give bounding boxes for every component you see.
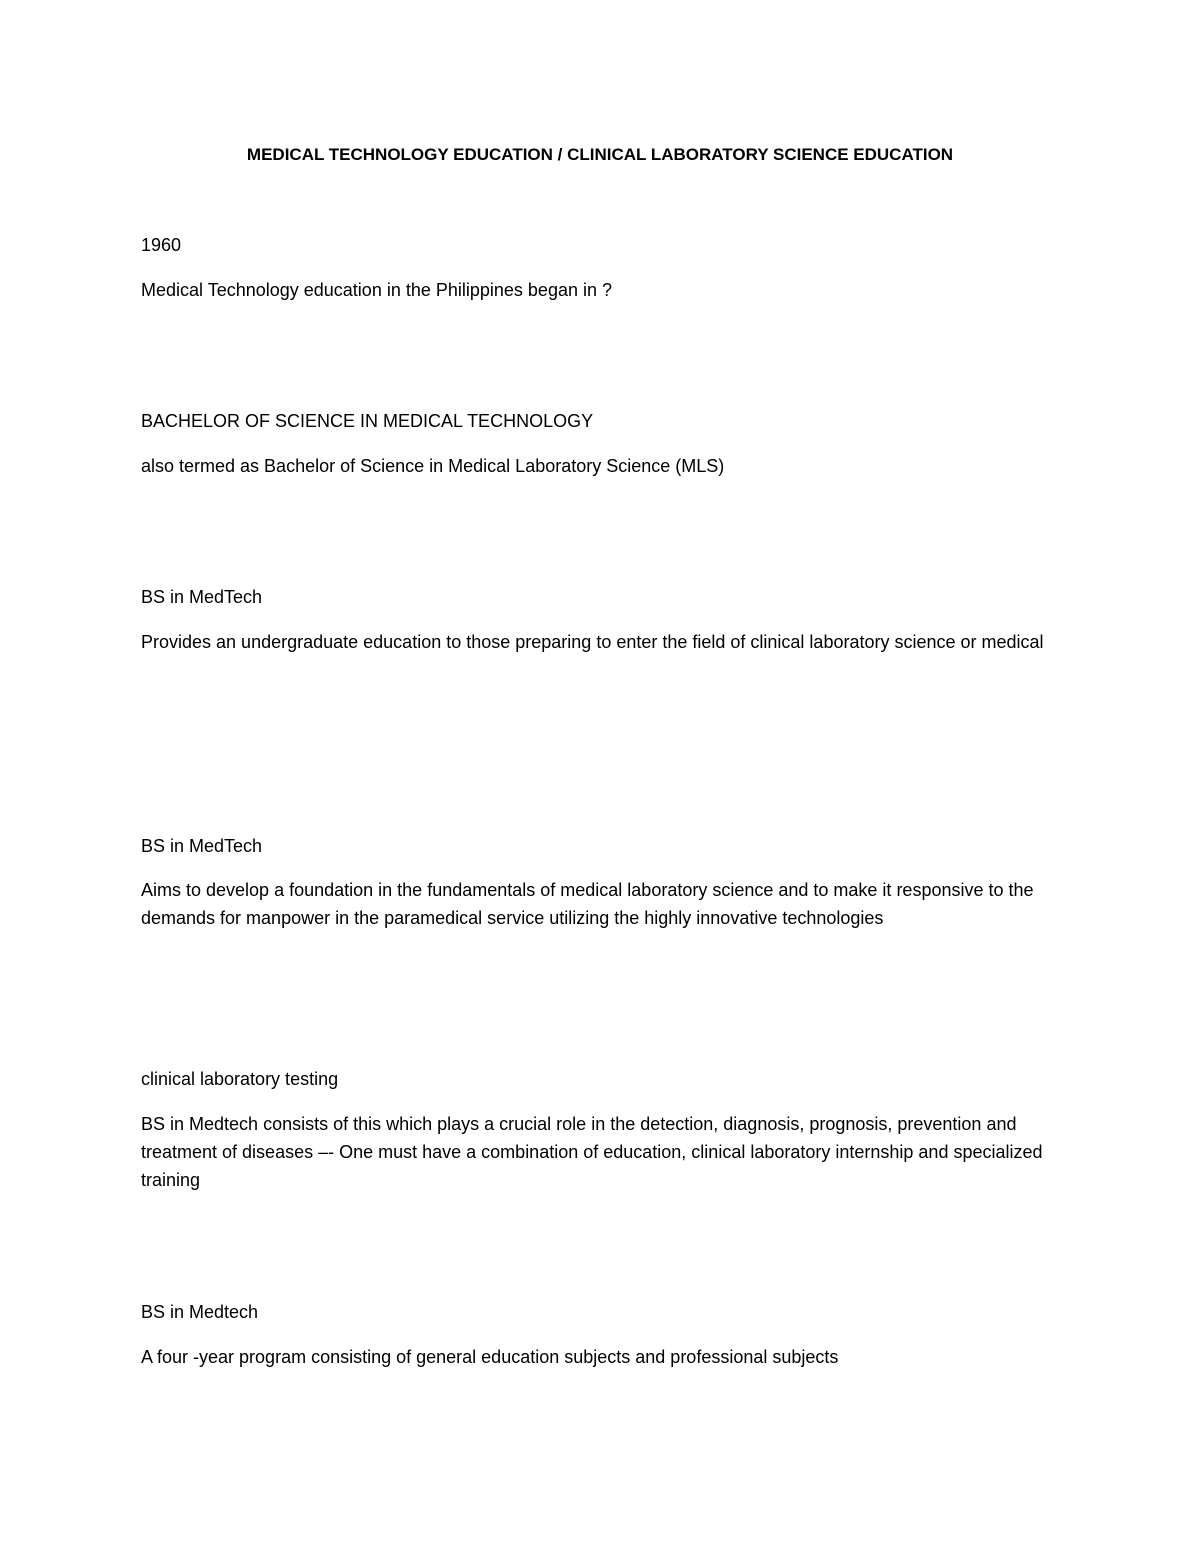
card-definition: A four -year program consisting of general education subjects and professional subjects bbox=[141, 1347, 839, 1367]
card-definition: BS in Medtech consists of this which plays a crucial role in the detection, diagnosis, prognosis, prevention and treatment of diseases –- One must have a combination of education, clinical laboratory internship and specialized training bbox=[141, 1114, 1043, 1190]
card-term: 1960 bbox=[141, 235, 182, 255]
card-term: BS in Medtech bbox=[141, 1302, 259, 1322]
card-definition: Medical Technology education in the Philippines began in ? bbox=[141, 280, 612, 300]
card-term: clinical laboratory testing bbox=[141, 1069, 339, 1089]
card-definition: Provides an undergraduate education to those preparing to enter the field of clinical laboratory science or medical bbox=[141, 632, 1044, 652]
card-term: BS in MedTech bbox=[141, 836, 263, 856]
card-term: BS in MedTech bbox=[141, 587, 263, 607]
document-title: MEDICAL TECHNOLOGY EDUCATION / CLINICAL LABORATORY SCIENCE EDUCATION bbox=[246, 145, 954, 164]
card-term: BACHELOR OF SCIENCE IN MEDICAL TECHNOLOGY bbox=[141, 411, 594, 431]
card-definition: also termed as Bachelor of Science in Medical Laboratory Science (MLS) bbox=[141, 456, 725, 476]
card-definition: Aims to develop a foundation in the fundamentals of medical laboratory science and to make it responsive to the demands for manpower in the paramedical service utilizing the highly innovative technologies bbox=[141, 880, 1034, 928]
